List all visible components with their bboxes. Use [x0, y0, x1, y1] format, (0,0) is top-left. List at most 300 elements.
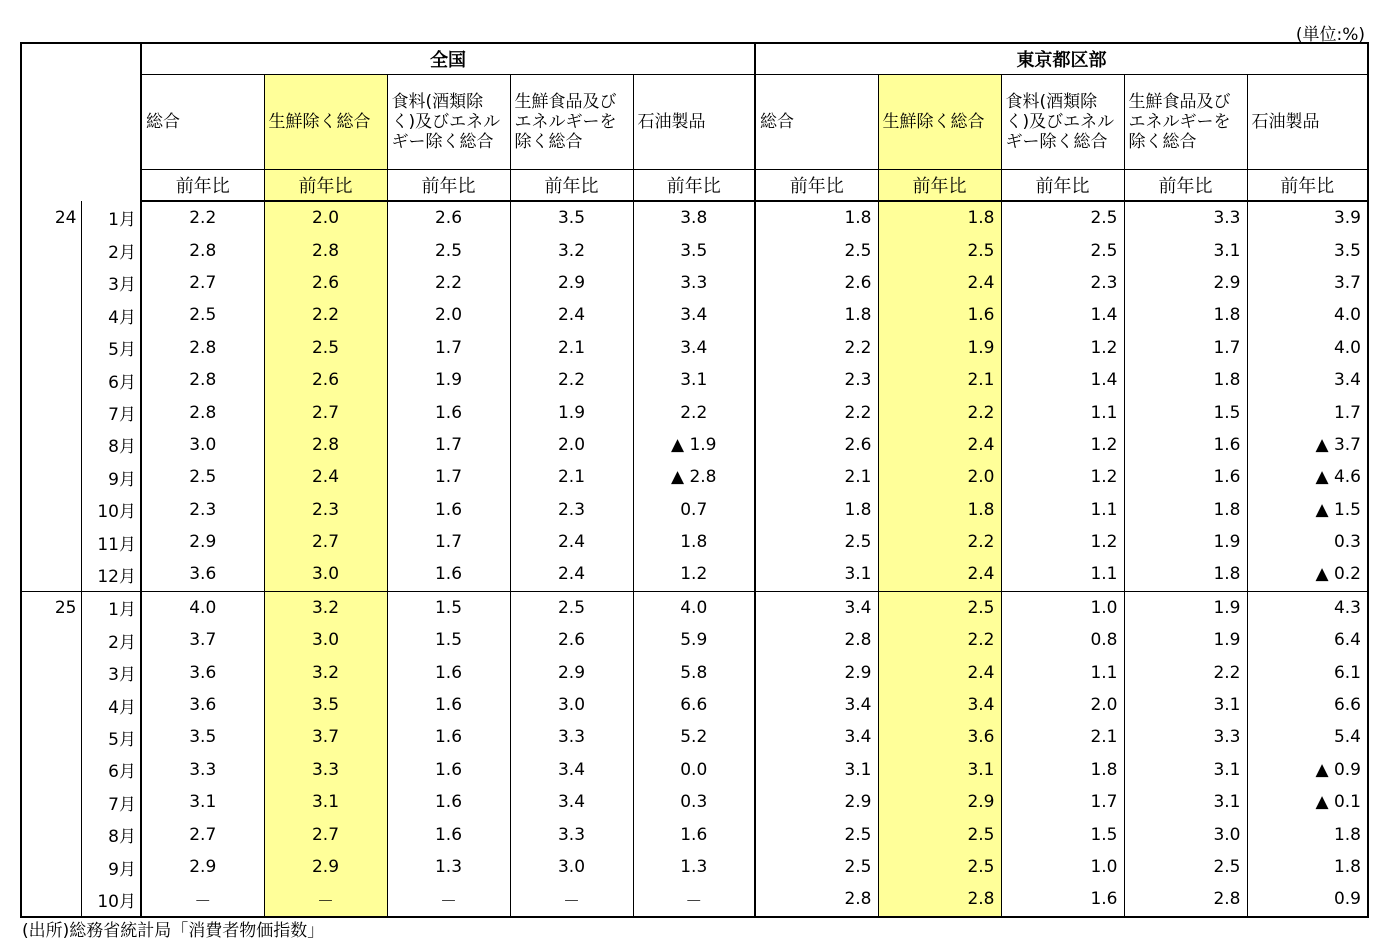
value-cell: 2.5: [878, 818, 1001, 850]
value-cell: 1.8: [633, 526, 755, 558]
table-row: [21, 364, 1368, 396]
sub-header-yoy: 前年比: [878, 170, 1001, 202]
year-cell: [21, 754, 81, 786]
value-cell: 1.2: [1001, 332, 1124, 364]
table-row: [21, 721, 1368, 753]
table-row: [21, 786, 1368, 818]
category-header: 石油製品: [633, 75, 755, 170]
value-cell: 2.0: [510, 429, 633, 461]
category-header: 総合: [141, 75, 264, 170]
table-row: [21, 624, 1368, 656]
category-header: 生鮮除く総合: [878, 75, 1001, 170]
table-row: [21, 689, 1368, 721]
value-cell: 3.4: [633, 332, 755, 364]
value-cell: 3.0: [510, 689, 633, 721]
table-row: [21, 754, 1368, 786]
month-cell: 3月: [81, 267, 141, 299]
value-cell: 2.5: [878, 851, 1001, 883]
value-cell: －: [141, 883, 264, 916]
cpi-table: [20, 42, 1369, 918]
value-cell: 1.6: [387, 558, 510, 591]
value-cell: 2.3: [1001, 267, 1124, 299]
value-cell: 1.7: [387, 332, 510, 364]
value-cell: 2.7: [264, 526, 387, 558]
value-cell: 1.0: [1001, 591, 1124, 624]
value-cell: 3.1: [264, 786, 387, 818]
value-cell: 2.9: [264, 851, 387, 883]
value-cell: 3.0: [510, 851, 633, 883]
value-cell: 2.2: [633, 396, 755, 428]
value-cell: 5.8: [633, 656, 755, 688]
value-cell: 2.6: [387, 201, 510, 234]
year-cell: [21, 656, 81, 688]
value-cell: 1.8: [755, 299, 878, 331]
month-cell: 12月: [81, 558, 141, 591]
value-cell: 3.5: [264, 689, 387, 721]
value-cell: 1.5: [387, 591, 510, 624]
value-cell: 2.4: [878, 656, 1001, 688]
value-cell: 0.7: [633, 494, 755, 526]
unit-label: (単位:%): [1295, 25, 1365, 45]
month-cell: 9月: [81, 851, 141, 883]
value-cell: 1.4: [1001, 299, 1124, 331]
table-row: [21, 299, 1368, 331]
value-cell: 3.2: [264, 591, 387, 624]
value-cell: 1.9: [1124, 526, 1247, 558]
value-cell: 1.6: [387, 656, 510, 688]
value-cell: 2.4: [264, 461, 387, 493]
value-cell: 3.4: [878, 689, 1001, 721]
group-header-tokyo: 東京都区部: [755, 43, 1368, 75]
value-cell: 2.8: [141, 332, 264, 364]
value-cell: 4.3: [1247, 591, 1368, 624]
value-cell: 3.5: [633, 234, 755, 266]
value-cell: 1.6: [1001, 883, 1124, 916]
table-row: [21, 818, 1368, 850]
value-cell: 3.0: [264, 558, 387, 591]
value-cell: 1.9: [387, 364, 510, 396]
value-cell: 1.6: [387, 786, 510, 818]
value-cell: 2.1: [1001, 721, 1124, 753]
value-cell: 1.8: [1124, 299, 1247, 331]
value-cell: 2.4: [878, 429, 1001, 461]
value-cell: 1.1: [1001, 558, 1124, 591]
value-cell: 2.5: [755, 851, 878, 883]
value-cell: 2.9: [510, 267, 633, 299]
value-cell: 1.3: [387, 851, 510, 883]
value-cell: 2.2: [510, 364, 633, 396]
year-cell: [21, 558, 81, 591]
value-cell: 1.7: [1001, 786, 1124, 818]
value-cell: 2.6: [755, 267, 878, 299]
table-row: [21, 558, 1368, 591]
table-row: [21, 591, 1368, 624]
value-cell: 2.8: [264, 234, 387, 266]
month-cell: 9月: [81, 461, 141, 493]
value-cell: 0.9: [1247, 883, 1368, 916]
value-cell: 1.0: [1001, 851, 1124, 883]
table-row: [21, 494, 1368, 526]
value-cell: ▲ 3.7: [1247, 429, 1368, 461]
value-cell: 2.4: [510, 299, 633, 331]
value-cell: 1.8: [755, 494, 878, 526]
value-cell: 2.8: [755, 624, 878, 656]
month-cell: 8月: [81, 429, 141, 461]
month-cell: 10月: [81, 494, 141, 526]
value-cell: 5.9: [633, 624, 755, 656]
table-row: [21, 234, 1368, 266]
value-cell: 2.9: [1124, 267, 1247, 299]
value-cell: 3.0: [141, 429, 264, 461]
value-cell: 0.8: [1001, 624, 1124, 656]
value-cell: 2.8: [264, 429, 387, 461]
value-cell: 1.1: [1001, 396, 1124, 428]
value-cell: 2.3: [755, 364, 878, 396]
value-cell: 1.1: [1001, 494, 1124, 526]
table-row: [21, 429, 1368, 461]
value-cell: 2.2: [878, 396, 1001, 428]
value-cell: 3.5: [141, 721, 264, 753]
value-cell: 1.2: [1001, 429, 1124, 461]
value-cell: 2.9: [755, 786, 878, 818]
month-cell: 3月: [81, 656, 141, 688]
month-cell: 6月: [81, 754, 141, 786]
value-cell: 3.1: [878, 754, 1001, 786]
value-cell: 1.5: [1124, 396, 1247, 428]
sub-header-yoy: 前年比: [387, 170, 510, 202]
month-cell: 10月: [81, 883, 141, 916]
value-cell: 2.3: [510, 494, 633, 526]
year-cell: [21, 234, 81, 266]
year-cell: [21, 883, 81, 916]
value-cell: 6.6: [633, 689, 755, 721]
sub-header-yoy: 前年比: [510, 170, 633, 202]
value-cell: 1.7: [1124, 332, 1247, 364]
month-cell: 11月: [81, 526, 141, 558]
value-cell: 4.0: [633, 591, 755, 624]
value-cell: 1.8: [1124, 364, 1247, 396]
value-cell: 1.6: [878, 299, 1001, 331]
category-header: 生鮮食品及びエネルギーを除く総合: [510, 75, 633, 170]
value-cell: 3.7: [264, 721, 387, 753]
value-cell: 1.8: [1001, 754, 1124, 786]
value-cell: 3.1: [1124, 689, 1247, 721]
value-cell: 1.6: [387, 818, 510, 850]
year-cell: [21, 721, 81, 753]
value-cell: 2.4: [878, 558, 1001, 591]
value-cell: 2.5: [264, 332, 387, 364]
value-cell: 3.6: [141, 689, 264, 721]
value-cell: 2.7: [264, 818, 387, 850]
value-cell: 1.5: [387, 624, 510, 656]
value-cell: 1.6: [387, 689, 510, 721]
value-cell: 2.5: [1001, 234, 1124, 266]
value-cell: 2.2: [755, 396, 878, 428]
value-cell: 3.4: [1247, 364, 1368, 396]
value-cell: －: [510, 883, 633, 916]
sub-header-yoy: 前年比: [1001, 170, 1124, 202]
value-cell: 1.8: [755, 201, 878, 234]
value-cell: 3.0: [1124, 818, 1247, 850]
value-cell: 3.7: [1247, 267, 1368, 299]
value-cell: 2.2: [878, 526, 1001, 558]
year-cell: [21, 818, 81, 850]
month-cell: 5月: [81, 721, 141, 753]
value-cell: 1.8: [878, 201, 1001, 234]
value-cell: 1.9: [1124, 591, 1247, 624]
value-cell: 2.2: [755, 332, 878, 364]
value-cell: 2.2: [264, 299, 387, 331]
value-cell: 1.6: [387, 754, 510, 786]
category-header: 食料(酒類除く)及びエネルギー除く総合: [1001, 75, 1124, 170]
value-cell: 3.3: [633, 267, 755, 299]
value-cell: 2.7: [141, 818, 264, 850]
value-cell: 1.9: [878, 332, 1001, 364]
value-cell: 2.2: [1124, 656, 1247, 688]
value-cell: 0.3: [1247, 526, 1368, 558]
value-cell: 2.9: [141, 526, 264, 558]
table-row: [21, 461, 1368, 493]
value-cell: 1.6: [387, 396, 510, 428]
value-cell: 2.6: [264, 267, 387, 299]
value-cell: 2.5: [510, 591, 633, 624]
value-cell: 1.2: [1001, 461, 1124, 493]
value-cell: 3.4: [755, 689, 878, 721]
value-cell: 2.4: [510, 526, 633, 558]
value-cell: 2.5: [141, 461, 264, 493]
value-cell: 2.2: [878, 624, 1001, 656]
value-cell: 3.2: [510, 234, 633, 266]
value-cell: 5.2: [633, 721, 755, 753]
value-cell: 2.9: [755, 656, 878, 688]
table-row: [21, 656, 1368, 688]
value-cell: 1.2: [1001, 526, 1124, 558]
value-cell: 2.5: [1124, 851, 1247, 883]
value-cell: 2.8: [141, 234, 264, 266]
year-cell: [21, 429, 81, 461]
value-cell: 2.5: [755, 526, 878, 558]
table-row: [21, 267, 1368, 299]
sub-header-yoy: 前年比: [633, 170, 755, 202]
value-cell: ▲ 4.6: [1247, 461, 1368, 493]
value-cell: 3.1: [1124, 234, 1247, 266]
value-cell: 2.1: [510, 461, 633, 493]
table-row: [21, 851, 1368, 883]
value-cell: 2.2: [141, 201, 264, 234]
sub-header-yoy: 前年比: [141, 170, 264, 202]
value-cell: 3.4: [510, 754, 633, 786]
value-cell: ▲ 1.9: [633, 429, 755, 461]
value-cell: 1.8: [1124, 558, 1247, 591]
value-cell: 6.1: [1247, 656, 1368, 688]
month-cell: 4月: [81, 689, 141, 721]
value-cell: 3.3: [1124, 721, 1247, 753]
value-cell: 3.4: [510, 786, 633, 818]
value-cell: 3.1: [755, 754, 878, 786]
value-cell: 3.0: [264, 624, 387, 656]
sub-header-yoy: 前年比: [1124, 170, 1247, 202]
table-row: [21, 883, 1368, 916]
value-cell: －: [387, 883, 510, 916]
value-cell: 3.3: [141, 754, 264, 786]
value-cell: 1.8: [1124, 494, 1247, 526]
month-cell: 2月: [81, 234, 141, 266]
value-cell: 1.6: [1124, 461, 1247, 493]
value-cell: 3.1: [755, 558, 878, 591]
value-cell: 3.6: [141, 656, 264, 688]
value-cell: 2.1: [878, 364, 1001, 396]
value-cell: 3.4: [755, 721, 878, 753]
value-cell: 3.3: [510, 818, 633, 850]
year-cell: 25: [21, 591, 81, 624]
value-cell: 2.6: [264, 364, 387, 396]
category-header: 石油製品: [1247, 75, 1368, 170]
value-cell: 3.9: [1247, 201, 1368, 234]
corner-cell: [21, 43, 141, 201]
value-cell: 3.3: [264, 754, 387, 786]
category-header: 生鮮除く総合: [264, 75, 387, 170]
sub-header-yoy: 前年比: [755, 170, 878, 202]
value-cell: 2.6: [510, 624, 633, 656]
value-cell: 2.7: [264, 396, 387, 428]
table-row: [21, 201, 1368, 234]
year-cell: [21, 526, 81, 558]
sub-header-yoy: 前年比: [264, 170, 387, 202]
value-cell: ▲ 0.1: [1247, 786, 1368, 818]
value-cell: 3.4: [755, 591, 878, 624]
value-cell: ▲ 0.9: [1247, 754, 1368, 786]
value-cell: 3.1: [633, 364, 755, 396]
value-cell: 4.0: [1247, 299, 1368, 331]
value-cell: 2.8: [755, 883, 878, 916]
value-cell: 3.8: [633, 201, 755, 234]
value-cell: 1.7: [387, 526, 510, 558]
value-cell: 3.1: [1124, 754, 1247, 786]
month-cell: 2月: [81, 624, 141, 656]
value-cell: 1.6: [387, 494, 510, 526]
year-cell: [21, 461, 81, 493]
table-row: [21, 396, 1368, 428]
value-cell: －: [633, 883, 755, 916]
year-cell: [21, 624, 81, 656]
value-cell: 2.3: [264, 494, 387, 526]
value-cell: 0.0: [633, 754, 755, 786]
table-row: [21, 526, 1368, 558]
value-cell: 2.4: [510, 558, 633, 591]
value-cell: 2.9: [141, 851, 264, 883]
value-cell: 2.1: [755, 461, 878, 493]
year-cell: [21, 299, 81, 331]
value-cell: 2.6: [755, 429, 878, 461]
value-cell: 3.1: [141, 786, 264, 818]
year-cell: [21, 689, 81, 721]
value-cell: 1.6: [633, 818, 755, 850]
month-cell: 6月: [81, 364, 141, 396]
value-cell: 2.8: [141, 364, 264, 396]
value-cell: 1.7: [387, 461, 510, 493]
value-cell: 4.0: [1247, 332, 1368, 364]
value-cell: 1.1: [1001, 656, 1124, 688]
value-cell: 1.8: [1247, 818, 1368, 850]
value-cell: 1.4: [1001, 364, 1124, 396]
value-cell: 1.2: [633, 558, 755, 591]
month-cell: 1月: [81, 201, 141, 234]
month-cell: 8月: [81, 818, 141, 850]
value-cell: 2.4: [878, 267, 1001, 299]
value-cell: 1.8: [878, 494, 1001, 526]
month-cell: 5月: [81, 332, 141, 364]
value-cell: 1.9: [510, 396, 633, 428]
value-cell: 3.3: [1124, 201, 1247, 234]
year-cell: [21, 396, 81, 428]
value-cell: ▲ 2.8: [633, 461, 755, 493]
value-cell: 5.4: [1247, 721, 1368, 753]
category-header: 食料(酒類除く)及びエネルギー除く総合: [387, 75, 510, 170]
value-cell: 2.0: [387, 299, 510, 331]
value-cell: 6.6: [1247, 689, 1368, 721]
value-cell: 3.2: [264, 656, 387, 688]
value-cell: 1.8: [1247, 851, 1368, 883]
value-cell: 2.8: [141, 396, 264, 428]
value-cell: 4.0: [141, 591, 264, 624]
value-cell: 3.5: [1247, 234, 1368, 266]
value-cell: 1.5: [1001, 818, 1124, 850]
value-cell: ▲ 1.5: [1247, 494, 1368, 526]
year-cell: [21, 332, 81, 364]
year-cell: [21, 494, 81, 526]
value-cell: 3.7: [141, 624, 264, 656]
group-header-zenkoku: 全国: [141, 43, 755, 75]
month-cell: 7月: [81, 396, 141, 428]
value-cell: 3.5: [510, 201, 633, 234]
value-cell: 2.0: [878, 461, 1001, 493]
year-cell: [21, 364, 81, 396]
value-cell: 3.6: [878, 721, 1001, 753]
value-cell: 2.0: [264, 201, 387, 234]
value-cell: 0.3: [633, 786, 755, 818]
value-cell: 2.5: [1001, 201, 1124, 234]
year-cell: [21, 267, 81, 299]
value-cell: 3.4: [633, 299, 755, 331]
value-cell: 2.0: [1001, 689, 1124, 721]
year-cell: [21, 786, 81, 818]
value-cell: 2.5: [878, 591, 1001, 624]
value-cell: 2.2: [387, 267, 510, 299]
category-header: 総合: [755, 75, 878, 170]
value-cell: 2.5: [141, 299, 264, 331]
value-cell: 2.3: [141, 494, 264, 526]
month-cell: 1月: [81, 591, 141, 624]
value-cell: 1.3: [633, 851, 755, 883]
year-cell: [21, 851, 81, 883]
value-cell: 1.6: [1124, 429, 1247, 461]
value-cell: 3.6: [141, 558, 264, 591]
source-note: (出所)総務省統計局「消費者物価指数」: [22, 921, 325, 941]
value-cell: 1.7: [387, 429, 510, 461]
value-cell: －: [264, 883, 387, 916]
value-cell: 1.9: [1124, 624, 1247, 656]
value-cell: 2.1: [510, 332, 633, 364]
value-cell: 6.4: [1247, 624, 1368, 656]
value-cell: 2.5: [755, 234, 878, 266]
value-cell: 2.9: [510, 656, 633, 688]
value-cell: 2.7: [141, 267, 264, 299]
month-cell: 4月: [81, 299, 141, 331]
value-cell: 2.5: [755, 818, 878, 850]
value-cell: 2.5: [387, 234, 510, 266]
value-cell: ▲ 0.2: [1247, 558, 1368, 591]
category-header: 生鮮食品及びエネルギーを除く総合: [1124, 75, 1247, 170]
